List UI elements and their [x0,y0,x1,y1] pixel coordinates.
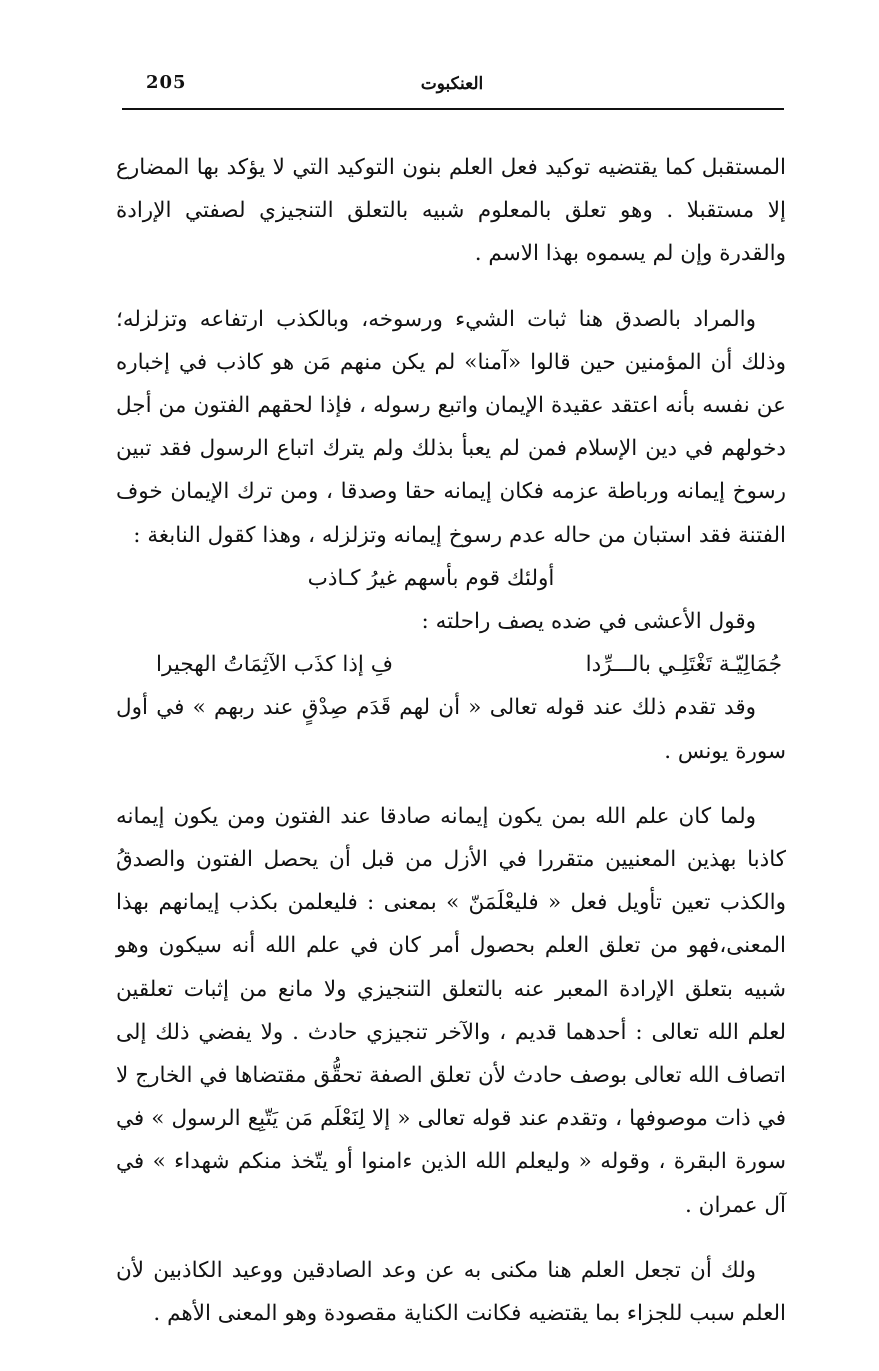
page-number: 205 [146,72,187,93]
verse-hemistich-first: جُمَالِيّـة تَغْتَلِـي بالـــرِّدا [585,652,782,678]
verse-hemistich-second: فِ إذا كذَب الآثِمَاتُ الهجيرا [156,652,393,678]
paragraph-truthfulness: والمراد بالصدق هنا ثبات الشيء ورسوخه، وبالكذب ارتفاعه وتزلزله؛ وذلك أن المؤمنين حين قالوا «آمنا» لم يكن منهم مَن هو كاذب في إخباره عن نفسه بأنه اعتقد عقيدة الإيمان واتبع رسوله ، فإذا لحقهم الفتون من أجل دخولهم في دين الإسلام فمن لم يعبأ بذلك ولم يترك اتباع الرسول فقد تبين رسوخ إيمانه ورباطة عزمه فكان إيمانه حقا وصدقا ، ومن ترك الإيمان خوف الفتنة فقد استبان من حاله عدم رسوخ إيمانه وتزلزله ، وهذا كقول النابغة : [116,306,786,548]
paragraph-gap [116,1227,786,1249]
paragraph-reference-yunus: وقد تقدم ذلك عند قوله تعالى « أن لهم قَدَم صِدْقٍ عند ربهم » في أول سورة يونس . [116,695,786,764]
paragraph-gap [116,773,786,795]
page-header [122,68,782,108]
page-body [116,146,786,1335]
paragraph-continuation: المستقبل كما يقتضيه توكيد فعل العلم بنون التوكيد التي لا يؤكد بها المضارع إلا مستقبلا . وهو تعلق بالمعلوم شبيه بالتعلق التنجيزي لصفتي الإرادة والقدرة وإن لم يسموه بهذا الاسم . [116,155,786,267]
verse-nabigha: أولئك قوم بأسهم غيرُ كـاذب [307,565,555,591]
header-rule [122,108,784,110]
verse-asha [116,643,786,686]
running-title: العنكبوت [420,74,484,94]
paragraph-divine-knowledge: ولما كان علم الله بمن يكون إيمانه صادقا عند الفتون ومن يكون إيمانه كاذبا بهذين المعنيين متقررا في الأزل من قبل أن يحصل الفتون والصدقُ والكذب تعين تأويل فعل « فليعْلَمَنّ » بمعنى : فليعلمن بكذب إيمانهم بهذا المعنى،فهو من تعلق العلم بحصول أمر كان في علم الله أنه سيكون وهو شبيه بتعلق الإرادة المعبر عنه بالتعلق التنجيزي ولا مانع من إثبات تعلقين لعلم الله تعالى : أحدهما قديم ، والآخر تنجيزي حادث . ولا يفضي ذلك إلى اتصاف الله تعالى بوصف حادث لأن تعلق الصفة تحقُّق مقتضاها في الخارج لا في ذات موصوفها ، وتقدم عند قوله تعالى « إلا لِنَعْلَم مَن يَتّبِع الرسول » في سورة البقرة ، وقوله « وليعلم الله الذين ءامنوا أو يتّخذ منكم شهداء » في آل عمران . [116,803,786,1218]
paragraph-gap [116,276,786,298]
paragraph-metonymy: ولك أن تجعل العلم هنا مكنى به عن وعد الصادقين ووعيد الكاذبين لأن العلم سبب للجزاء بما يقتضيه فكانت الكناية مقصودة وهو المعنى الأهم . [116,1257,786,1327]
paragraph-asha-intro: وقول الأعشى في ضده يصف راحلته : [421,609,756,635]
